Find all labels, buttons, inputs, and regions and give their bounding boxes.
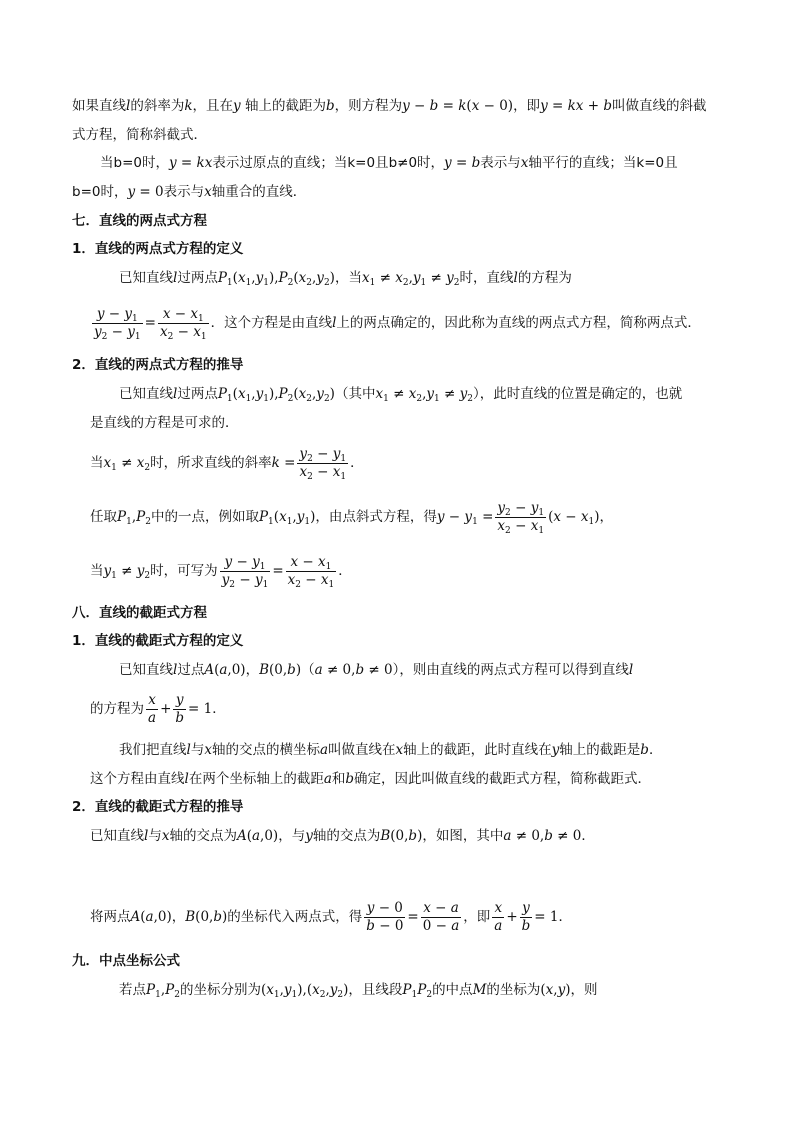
section-7-subheading-2: 2．直线的两点式方程的推导 bbox=[72, 357, 244, 373]
two-point-definition-line1: 已知直线l过两点$P_1(x_1,y_1),P_2(x_2,y_2)$，当$x_1 \ne x_2,y_1 \ne y_2$时，直线l的方程为 bbox=[119, 270, 572, 288]
point-slope-substitution-line: 任取$P_1,P_2$中的一点，例如取$P_1(x_1,y_1)$，由点斜式方程，得$y - y_1$ = $\frac{y_2 - y_1}{x_2 - x_1}$ $(x - x_1)$， bbox=[90, 499, 614, 536]
two-point-result-line: 当$y_1 \ne y_2$时，可写为 $\frac{y - y_1}{y_2 - y_1}$ = $\frac{x - x_1}{x_2 - x_1}$ ． bbox=[90, 553, 352, 590]
intercept-explanation-line1: 我们把直线l与x轴的交点的横坐标a叫做直线在x轴上的截距，此时直线在y轴上的截距是b． bbox=[119, 742, 663, 758]
section-7-subheading-1: 1．直线的两点式方程的定义 bbox=[72, 241, 244, 257]
point-slope-fraction: $\frac{y_2 - y_1}{x_2 - x_1}$ bbox=[497, 499, 545, 536]
special-cases-line2: b=0时，y = 0表示与x轴重合的直线． bbox=[72, 184, 307, 200]
two-point-formula-left: $\frac{y - y_1}{y_2 - y_1}$ bbox=[94, 305, 141, 342]
intercept-derivation-line1: 已知直线l与x轴的交点为A(a,0)，与y轴的交点为B(0,b)，如图，其中a ≠ 0,b ≠ 0． bbox=[90, 828, 595, 844]
special-cases-line1: 当b=0时，y = kx表示过原点的直线；当k=0且b≠0时，y = b表示与x轴平行的直线；当k=0且 bbox=[100, 155, 678, 171]
two-point-derivation-line1: 已知直线l过两点$P_1(x_1,y_1),P_2(x_2,y_2)$（其中$x_1 \ne x_2,y_1 \ne y_2$），此时直线的位置是确定的，也就 bbox=[119, 386, 683, 404]
two-point-formula-line: $\frac{y - y_1}{y_2 - y_1}$ = $\frac{x - x_1}{x_2 - x_1}$ ．这个方程是由直线l上的两点确定的，因此称为直线的两点式方程，简称两点式． bbox=[94, 305, 701, 342]
midpoint-line1: 若点$P_1,P_2$的坐标分别为$(x_1,y_1),(x_2,y_2)$，且线段$P_1P_2$的中点M的坐标为(x,y)，则 bbox=[119, 982, 598, 1000]
intercept-formula-line: 的方程为 $\frac{x}{a}$ + $\frac{y}{b}$ = 1． bbox=[90, 691, 226, 726]
slope-formula-line: 当$x_1 \ne x_2$时，所求直线的斜率k = $\frac{y_2 - y_1}{x_2 - x_1}$ ． bbox=[90, 445, 364, 482]
section-8-subheading-1: 1．直线的截距式方程的定义 bbox=[72, 633, 244, 649]
section-8-title: 八．直线的截距式方程 bbox=[72, 605, 207, 621]
slope-fraction: $\frac{y_2 - y_1}{x_2 - x_1}$ bbox=[299, 445, 347, 482]
intercept-definition-line1: 已知直线l过点A(a,0)，B(0,b)（a ≠ 0,b ≠ 0），则由直线的两点式方程可以得到直线l bbox=[119, 662, 634, 678]
slope-intercept-definition-line1: 如果直线l的斜率为k，且在y 轴上的截距为b，则方程为y − b = k(x − 0)，即y = kx + b叫做直线的斜截 bbox=[72, 98, 707, 114]
two-point-derivation-line2: 是直线的方程是可求的． bbox=[90, 415, 239, 431]
two-point-formula-right: $\frac{x - x_1}{x_2 - x_1}$ bbox=[159, 305, 207, 342]
result-left-fraction: $\frac{y - y_1}{y_2 - y_1}$ bbox=[221, 553, 269, 590]
intercept-explanation-line2: 这个方程由直线l在两个坐标轴上的截距a和b确定，因此叫做直线的截距式方程，简称截距式． bbox=[90, 771, 652, 787]
result-right-fraction: $\frac{x - x_1}{x_2 - x_1}$ bbox=[287, 553, 335, 590]
section-9-title: 九．中点坐标公式 bbox=[72, 953, 180, 969]
section-8-subheading-2: 2．直线的截距式方程的推导 bbox=[72, 799, 244, 815]
slope-intercept-definition-line2: 式方程，简称斜截式． bbox=[72, 127, 207, 143]
intercept-derivation-line2: 将两点A(a,0)，B(0,b)的坐标代入两点式，得 $\frac{y - 0}{b - 0}$ = $\frac{x - a}{0 - a}$ ，即 $\frac{x}{a}$ + $\frac{y}{b}$ = 1． bbox=[90, 899, 572, 934]
section-7-title: 七．直线的两点式方程 bbox=[72, 213, 207, 229]
